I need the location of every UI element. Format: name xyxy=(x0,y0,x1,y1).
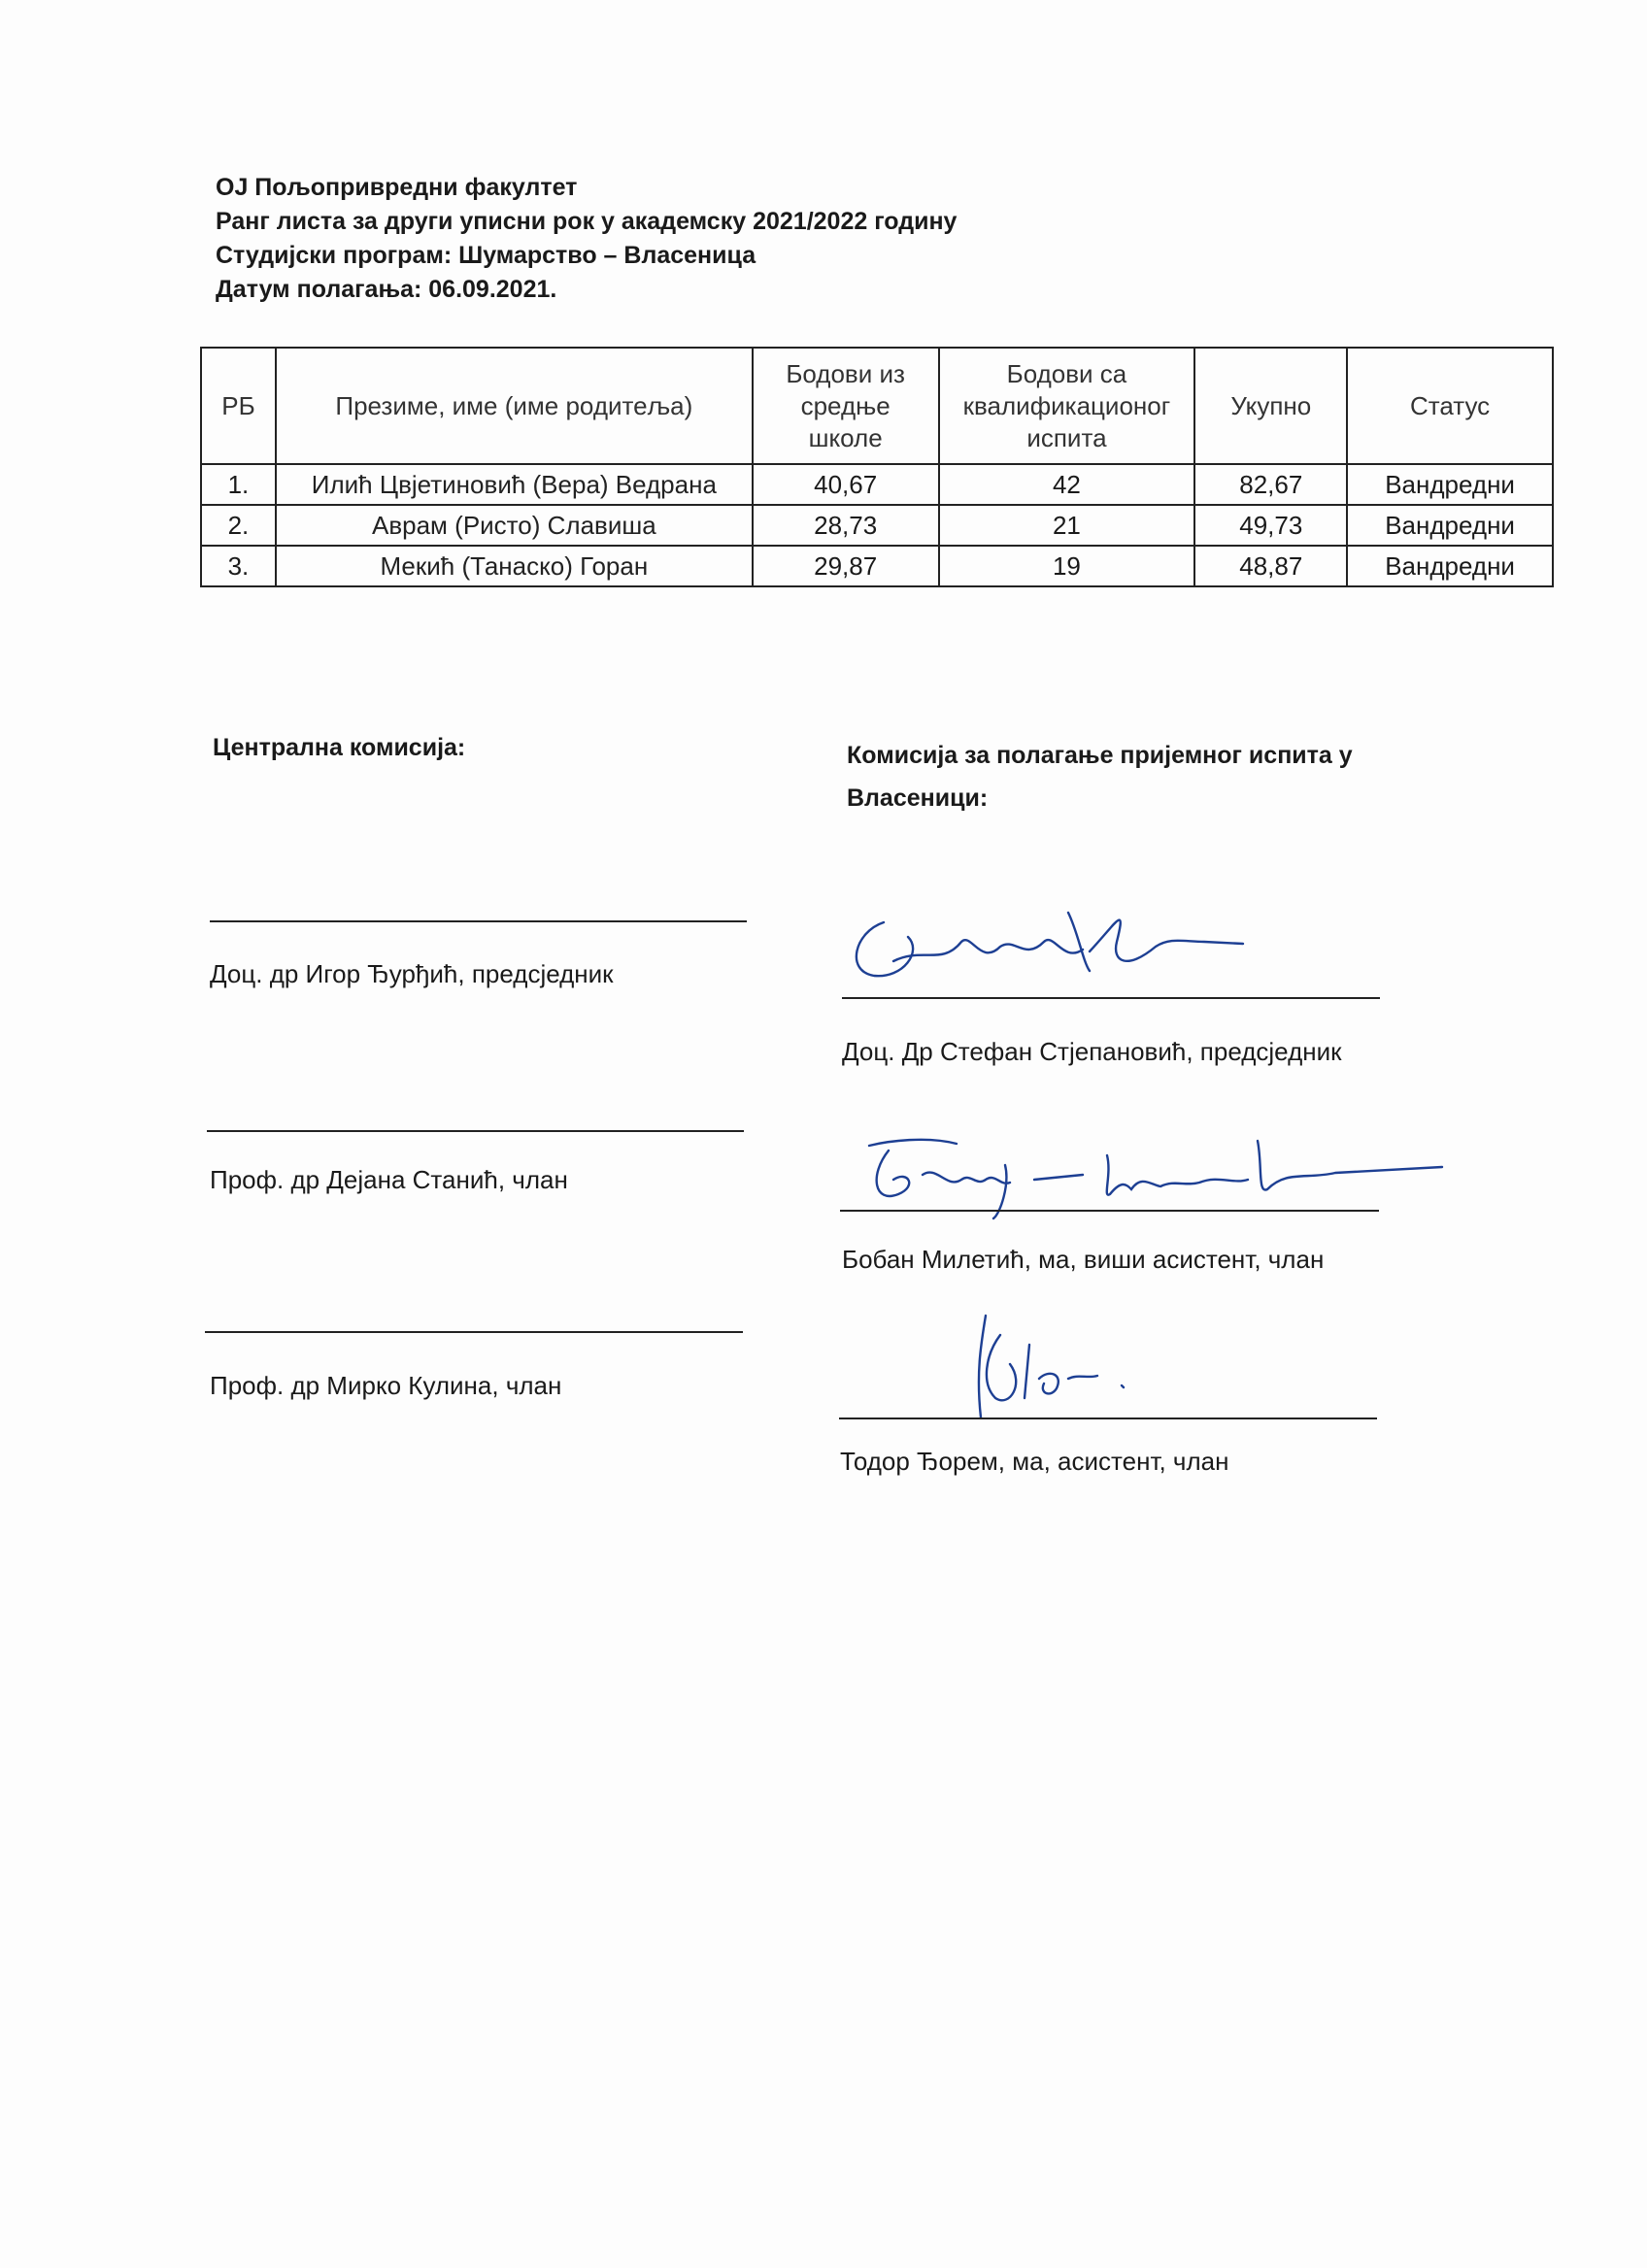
cell-school-points: 29,87 xyxy=(753,546,939,586)
col-header-total: Укупно xyxy=(1194,348,1347,464)
cell-name: Илић Цвјетиновић (Вера) Ведрана xyxy=(276,464,753,505)
local-commission-label: Комисија за полагање пријемног испита у Власеници: xyxy=(847,742,1353,812)
table-header-row xyxy=(201,348,1553,464)
col-header-rb: РБ xyxy=(201,348,276,464)
cell-school-points: 28,73 xyxy=(753,505,939,546)
cell-exam-points: 19 xyxy=(939,546,1195,586)
cell-total: 49,73 xyxy=(1194,505,1347,546)
local-member-president: Доц. Др Стефан Стјепановић, предсједник xyxy=(842,1037,1342,1066)
central-member-1: Проф. др Дејана Станић, члан xyxy=(210,1165,568,1194)
table-row xyxy=(201,546,1553,586)
signature-todor-djorem xyxy=(942,1306,1194,1442)
exam-date: Датум полагања: 06.09.2021. xyxy=(216,276,557,303)
central-member-president: Доц. др Игор Ђурђић, предсједник xyxy=(210,959,614,988)
local-member-2: Тодор Ђорем, ма, асистент, члан xyxy=(840,1447,1229,1476)
col-header-exam-points: Бодови са квалификационог испита xyxy=(939,348,1195,464)
cell-total: 48,87 xyxy=(1194,546,1347,586)
study-program: Студијски програм: Шумарство – Власеница xyxy=(216,242,756,269)
cell-rb: 2. xyxy=(201,505,276,546)
cell-status: Вандредни xyxy=(1347,505,1553,546)
signature-boban-miletic xyxy=(830,1126,1452,1223)
cell-exam-points: 21 xyxy=(939,505,1195,546)
document-title: Ранг листа за други уписни рок у академску 2021/2022 годину xyxy=(216,208,958,235)
signature-line xyxy=(839,1418,1377,1419)
signature-line xyxy=(840,1210,1379,1212)
cell-rb: 1. xyxy=(201,464,276,505)
signature-line xyxy=(205,1331,743,1333)
signature-line xyxy=(207,1130,744,1132)
signature-line xyxy=(842,997,1380,999)
cell-total: 82,67 xyxy=(1194,464,1347,505)
table-row xyxy=(201,505,1553,546)
col-header-status: Статус xyxy=(1347,348,1553,464)
col-header-name: Презиме, име (име родитеља) xyxy=(276,348,753,464)
local-member-1: Бобан Милетић, ма, виши асистент, члан xyxy=(842,1245,1325,1274)
cell-status: Вандредни xyxy=(1347,464,1553,505)
cell-school-points: 40,67 xyxy=(753,464,939,505)
cell-name: Мекић (Танаско) Горан xyxy=(276,546,753,586)
signature-line xyxy=(210,920,747,922)
signature-stefan-stjepanovic xyxy=(835,893,1253,1000)
cell-rb: 3. xyxy=(201,546,276,586)
col-header-school-points: Бодови из средње школе xyxy=(753,348,939,464)
table-row xyxy=(201,464,1553,505)
cell-status: Вандредни xyxy=(1347,546,1553,586)
document-header xyxy=(216,171,957,307)
cell-name: Аврам (Ристо) Славиша xyxy=(276,505,753,546)
central-member-2: Проф. др Мирко Кулина, члан xyxy=(210,1371,562,1400)
cell-exam-points: 42 xyxy=(939,464,1195,505)
central-commission-label: Централна комисија: xyxy=(213,734,466,761)
ranking-table xyxy=(200,347,1554,587)
faculty-name: ОЈ Пољопривредни факултет xyxy=(216,174,578,201)
